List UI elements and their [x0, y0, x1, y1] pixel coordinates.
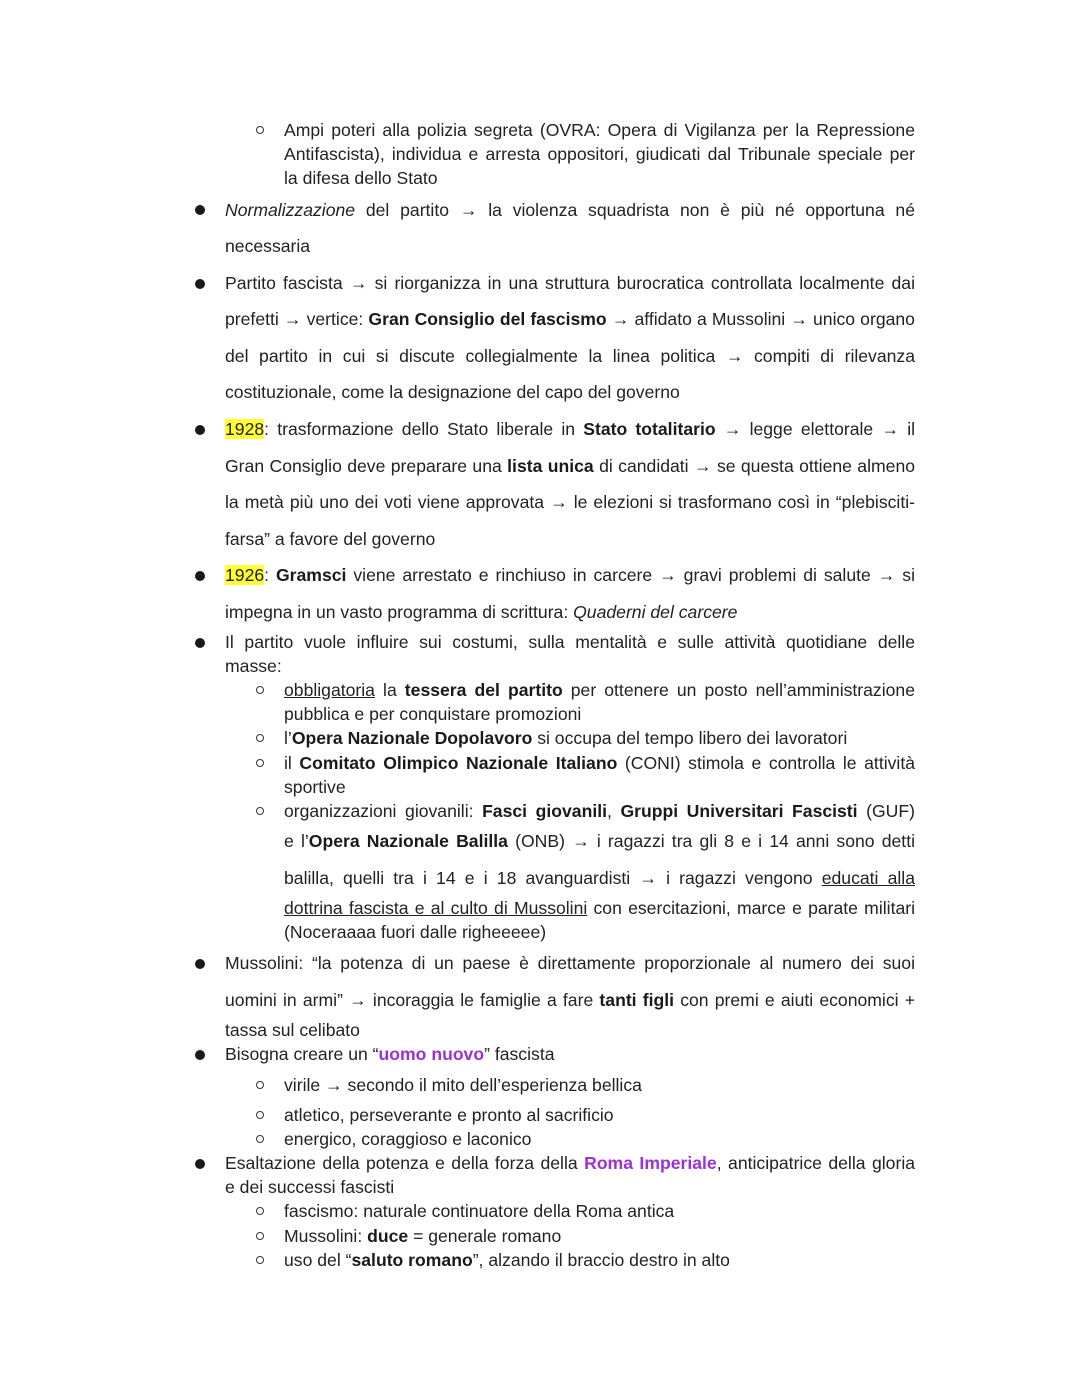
hollow-bullet-icon — [256, 734, 264, 742]
bold-term: Opera Nazionale Balilla — [308, 831, 508, 851]
purple-term: Roma Imperiale — [584, 1153, 717, 1173]
text-line: virile → secondo il mito dell’esperienza bellica — [284, 1075, 642, 1095]
text-span: = generale romano — [408, 1226, 562, 1246]
text-line — [225, 600, 915, 624]
text-line: costituzionale, come la designazione del capo del governo — [225, 382, 680, 402]
text-line — [284, 751, 915, 775]
text-line — [225, 454, 915, 478]
text-span: organizzazioni giovanili: — [284, 801, 483, 821]
text-span: , — [606, 801, 621, 821]
bold-term: Gruppi Universitari Fascisti — [620, 801, 858, 821]
text-span: con premi e aiuti economici + — [674, 990, 916, 1010]
text-span: di candidati → se questa ottiene almeno — [593, 456, 916, 476]
bold-term: tessera del partito — [404, 680, 563, 700]
hollow-bullet-icon — [256, 126, 264, 134]
text-span: : — [264, 565, 276, 585]
text-span: prefetti → vertice: — [225, 309, 369, 329]
text-span: (ONB) → i ragazzi tra gli 8 e i 14 anni sono detti — [507, 831, 915, 851]
text-line: fascismo: naturale continuatore della Roma antica — [284, 1201, 675, 1221]
text-line: necessaria — [225, 236, 311, 256]
text-line: del partito in cui si discute collegialmente la linea politica → compiti di rilevanza — [225, 346, 915, 366]
text-line — [225, 198, 915, 222]
hollow-bullet-icon — [256, 1135, 264, 1143]
hollow-bullet-icon — [256, 1111, 264, 1119]
text-line: Mussolini: “la potenza di un paese è direttamente proporzionale al numero dei suoi — [225, 953, 915, 973]
bold-term: lista unica — [507, 456, 594, 476]
highlighted-year: 1926 — [225, 565, 265, 585]
text-line — [284, 1224, 915, 1248]
text-line: e dei successi fascisti — [225, 1177, 395, 1197]
text-line: pubblica e per conquistare promozioni — [284, 704, 582, 724]
text-line: la difesa dello Stato — [284, 168, 438, 188]
bullet-icon — [195, 959, 205, 969]
text-line: tassa sul celibato — [225, 1020, 360, 1040]
underlined-text: obbligatoria — [284, 680, 375, 700]
text-line: (Noceraaaa fuori dalle righeeeee) — [284, 922, 547, 942]
text-span: del partito → la violenza squadrista non è più né opportuna né — [355, 200, 915, 220]
text-span: uso del “ — [284, 1250, 352, 1270]
text-line: Il partito vuole influire sui costumi, sulla mentalità e sulle attività quotidiane delle — [225, 632, 915, 652]
hollow-bullet-icon — [256, 686, 264, 694]
text-line — [225, 563, 915, 587]
text-span: il — [284, 753, 300, 773]
text-line: Ampi poteri alla polizia segreta (OVRA: Opera di Vigilanza per la Repressione — [284, 120, 915, 140]
text-span: impegna in un vasto programma di scrittura: — [225, 602, 574, 622]
bold-term: duce — [367, 1226, 409, 1246]
text-span: (CONI) stimola e controlla le attività — [617, 753, 915, 773]
text-span: ”, alzando il braccio destro in alto — [472, 1250, 730, 1270]
text-line — [225, 988, 915, 1012]
text-line — [284, 829, 915, 853]
text-span: e l’ — [284, 831, 309, 851]
text-line: masse: — [225, 656, 282, 676]
text-span: Gran Consiglio deve preparare una — [225, 456, 508, 476]
hollow-bullet-icon — [256, 759, 264, 767]
text-span: (GUF) — [857, 801, 915, 821]
text-line — [284, 678, 915, 702]
text-line: atletico, perseverante e pronto al sacrificio — [284, 1105, 614, 1125]
text-line: farsa” a favore del governo — [225, 529, 436, 549]
bold-term: tanti figli — [599, 990, 675, 1010]
text-span: , anticipatrice della gloria — [716, 1153, 916, 1173]
bullet-icon — [195, 638, 205, 648]
text-span: Bisogna creare un “ — [225, 1044, 379, 1064]
hollow-bullet-icon — [256, 1081, 264, 1089]
hollow-bullet-icon — [256, 1232, 264, 1240]
bold-term: Fasci giovanili — [482, 801, 607, 821]
bold-term: Gran Consiglio del fascismo — [368, 309, 607, 329]
emphasis-text: Normalizzazione — [225, 200, 356, 220]
text-line — [225, 1042, 915, 1066]
text-line: energico, coraggioso e laconico — [284, 1129, 532, 1149]
emphasis-text: Quaderni del carcere — [573, 602, 738, 622]
text-line: la metà più uno dei voti viene approvata → le elezioni si trasformano così in “plebisciti- — [225, 492, 915, 512]
text-line — [284, 866, 915, 890]
text-span: viene arrestato e rinchiuso in carcere → gravi problemi di salute → si — [346, 565, 915, 585]
bullet-icon — [195, 1050, 205, 1060]
bold-term: Stato totalitario — [583, 419, 716, 439]
text-span: → legge elettorale → il — [715, 419, 916, 439]
highlighted-year: 1928 — [225, 419, 265, 439]
text-line — [284, 896, 915, 920]
text-span: con esercitazioni, marce e parate militari — [587, 898, 916, 918]
text-span: → affidato a Mussolini → unico organo — [606, 309, 915, 329]
purple-term: uomo nuovo — [378, 1044, 485, 1064]
text-line: Antifascista), individua e arresta oppositori, giudicati dal Tribunale speciale per — [284, 144, 915, 164]
underlined-text: dottrina fascista e al culto di Mussolini — [284, 898, 588, 918]
text-line — [225, 417, 915, 441]
text-span: balilla, quelli tra i 14 e i 18 avanguardisti → i ragazzi vengono — [284, 868, 822, 888]
bullet-icon — [195, 425, 205, 435]
text-line — [284, 1248, 915, 1272]
text-line — [225, 307, 915, 331]
bold-term: Gramsci — [275, 565, 347, 585]
text-line: Partito fascista → si riorganizza in una struttura burocratica controllata localmente dai — [225, 273, 915, 293]
bullet-icon — [195, 205, 205, 215]
text-line — [284, 726, 915, 750]
bold-term: Opera Nazionale Dopolavoro — [291, 728, 533, 748]
text-span: Esaltazione della potenza e della forza della — [225, 1153, 585, 1173]
bullet-icon — [195, 1159, 205, 1169]
text-line — [225, 1151, 915, 1175]
text-line: sportive — [284, 777, 346, 797]
hollow-bullet-icon — [256, 807, 264, 815]
hollow-bullet-icon — [256, 1207, 264, 1215]
text-span: la — [374, 680, 405, 700]
text-span: : trasformazione dello Stato liberale in — [264, 419, 584, 439]
text-span: per ottenere un posto nell’amministrazione — [562, 680, 915, 700]
hollow-bullet-icon — [256, 1256, 264, 1264]
bullet-icon — [195, 571, 205, 581]
text-span: uomini in armi” → incoraggia le famiglie a fare — [225, 990, 600, 1010]
text-span: l’ — [284, 728, 292, 748]
text-line — [284, 799, 915, 823]
bold-term: Comitato Olimpico Nazionale Italiano — [299, 753, 618, 773]
underlined-text: educati alla — [821, 868, 916, 888]
bullet-icon — [195, 279, 205, 289]
text-span: si occupa del tempo libero dei lavoratori — [532, 728, 848, 748]
text-span: Mussolini: — [284, 1226, 368, 1246]
bold-term: saluto romano — [351, 1250, 473, 1270]
text-span: ” fascista — [484, 1044, 555, 1064]
